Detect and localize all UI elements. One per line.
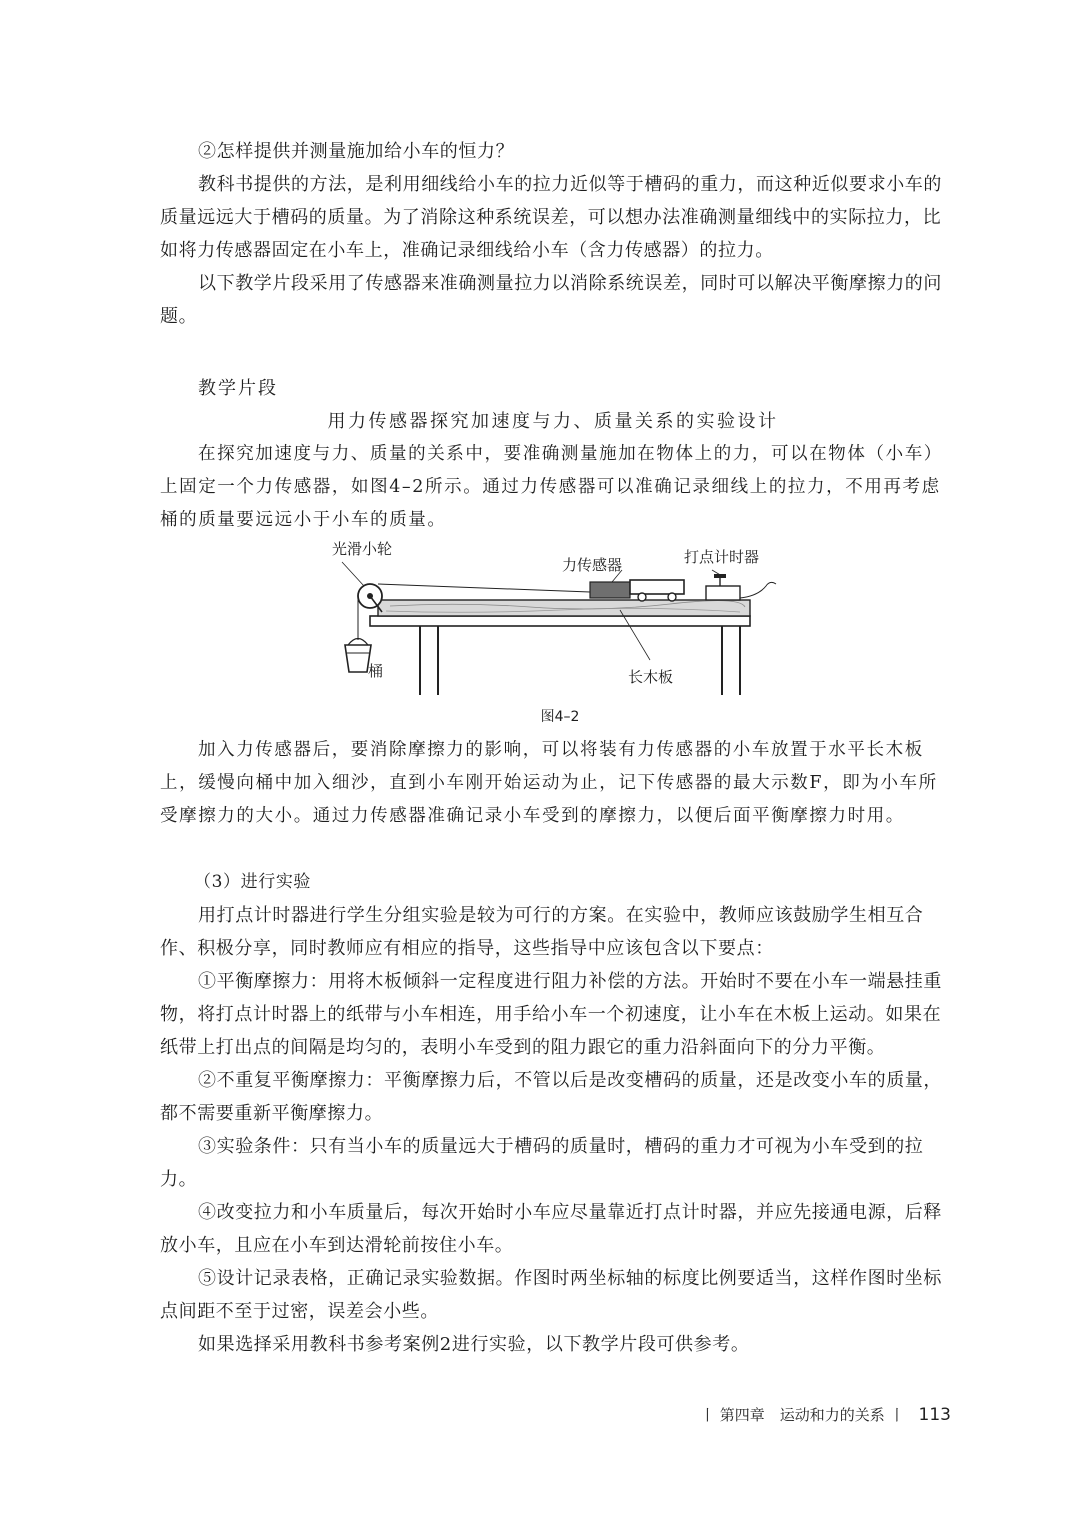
timer-icon xyxy=(706,586,740,600)
cart-icon xyxy=(630,580,684,594)
label-long-board: 长木板 xyxy=(628,668,674,686)
teaching-segment-block xyxy=(160,372,946,537)
page-footer xyxy=(700,1404,951,1425)
chapter-label: 丨 第四章 运动和力的关系 丨 xyxy=(700,1406,905,1424)
string xyxy=(378,584,590,592)
figure-caption: 图4–2 xyxy=(540,709,580,725)
question-2-title: ②怎样提供并测量施加给小车的恒力？ xyxy=(198,141,515,162)
label-timer: 打点计时器 xyxy=(684,548,760,566)
section-3-closing: 如果选择采用教科书参考案例2进行实验，以下教学片段可供参考。 xyxy=(198,1334,750,1355)
segment-title: 用力传感器探究加速度与力、质量关系的实验设计 xyxy=(327,411,779,432)
section-3-intro: 用打点计时器进行学生分组实验是较为可行的方案。在实验中，教师应该鼓励学生相互合作、积极分享，同时教师应有相应的指导，这些指导中应该包含以下要点： xyxy=(160,905,924,959)
question-2-note: 以下教学片段采用了传感器来准确测量拉力以消除系统误差，同时可以解决平衡摩擦力的问题。 xyxy=(160,273,942,327)
long-board xyxy=(378,600,750,616)
segment-paragraph-2: 加入力传感器后，要消除摩擦力的影响，可以将装有力传感器的小车放置于水平长木板上，缓慢向桶中加入细沙，直到小车刚开始运动为止，记下传感器的最大示数F，即为小车所受摩擦力的大小。通过力传感器准确记录小车受到的摩擦力，以便后面平衡摩擦力时用。 xyxy=(160,740,938,826)
segment-paragraph-1: 在探究加速度与力、质量的关系中，要准确测量施加在物体上的力，可以在物体（小车）上固定一个力传感器，如图4–2所示。通过力传感器可以准确记录细线上的拉力，不用再考虑桶的质量要远远小于小车的质量。 xyxy=(160,444,943,530)
figure-4-2 xyxy=(320,540,780,700)
label-pulley: 光滑小轮 xyxy=(332,540,393,558)
point-3: ③实验条件：只有当小车的质量远大于槽码的质量时，槽码的重力才可视为小车受到的拉力。 xyxy=(160,1136,924,1190)
force-sensor-icon xyxy=(590,582,630,598)
point-5: ⑤设计记录表格，正确记录实验数据。作图时两坐标轴的标度比例要适当，这样作图时坐标点间距不至于过密，误差会小些。 xyxy=(160,1268,942,1322)
segment-heading: 教学片段 xyxy=(198,378,278,399)
question-2-paragraph: 教科书提供的方法，是利用细线给小车的拉力近似等于槽码的重力，而这种近似要求小车的质量远远大于槽码的质量。为了消除这种系统误差，可以想办法准确测量细线中的实际拉力，比如将力传感器固定在小车上，准确记录细线给小车（含力传感器）的拉力。 xyxy=(160,174,942,261)
point-2: ②不重复平衡摩擦力：平衡摩擦力后，不管以后是改变槽码的质量，还是改变小车的质量，都不需要重新平衡摩擦力。 xyxy=(160,1070,942,1124)
table-top xyxy=(370,616,750,626)
point-1: ①平衡摩擦力：用将木板倾斜一定程度进行阻力补偿的方法。开始时不要在小车一端悬挂重物，将打点计时器上的纸带与小车相连，用手给小车一个初速度，让小车在木板上运动。如果在纸带上打出点的间隔是均匀的，表明小车受到的阻力跟它的重力沿斜面向下的分力平衡。 xyxy=(160,971,942,1058)
page-number: 113 xyxy=(918,1405,951,1425)
teaching-segment-continued xyxy=(160,734,946,833)
section-3-block xyxy=(160,866,946,1361)
section-3-title: （3）进行实验 xyxy=(194,872,312,892)
label-bucket: 桶 xyxy=(368,662,384,680)
label-force-sensor: 力传感器 xyxy=(562,556,623,574)
point-4: ④改变拉力和小车质量后，每次开始时小车应尽量靠近打点计时器，并应先接通电源，后释放小车，且应在小车到达滑轮前按住小车。 xyxy=(160,1202,942,1256)
question-2-block xyxy=(160,135,946,333)
